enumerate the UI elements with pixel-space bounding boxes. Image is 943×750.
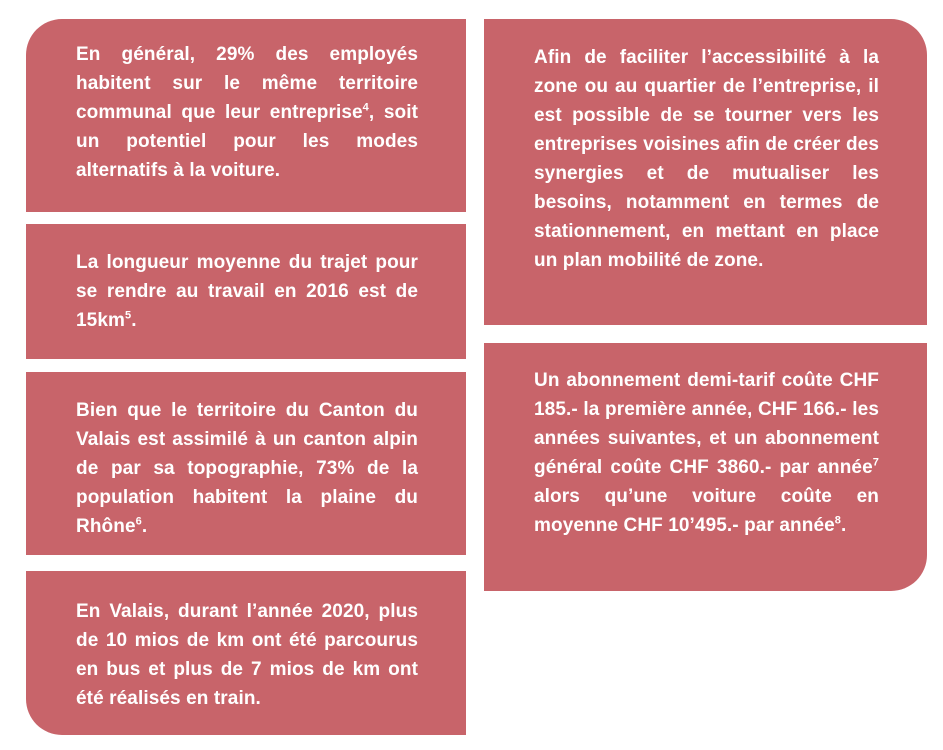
info-card-rhone-plain [26, 372, 466, 555]
card-text: Afin de faciliter l’accessibilité à la zone ou au quartier de l’entreprise, il est possible de se tourner vers les entreprises voisines afin de créer des synergies et de mutualiser les besoins, notamment en termes de stationnement, en mettant en place un plan mobilité de zone. [534, 47, 879, 271]
info-card-employees-local [26, 19, 466, 212]
footnote-marker: 7 [872, 456, 879, 469]
info-card-subscription-costs [484, 343, 927, 591]
info-card-public-transport-2020 [26, 571, 466, 735]
card-text: Bien que le territoire du Canton du Valais est assimilé à un canton alpin de par sa topographie, 73% de la population habitent la plaine du Rhône$^6$. [76, 400, 418, 537]
card-text: En Valais, durant l’année 2020, plus de 10 mios de km ont été parcourus en bus et plus de 7 mios de km ont été réalisés en train. [76, 601, 418, 709]
info-card-commute-length [26, 224, 466, 359]
card-text: Un abonnement demi-tarif coûte CHF 185.- la première année, CHF 166.- les années suivantes, et un abonnement général coûte CHF 3860.- par année$^7$ alors qu’une voiture coûte en moyenne CHF 10’495.- par année$^8$. [534, 370, 879, 536]
card-text: La longueur moyenne du trajet pour se rendre au travail en 2016 est de $15km^5$. [76, 252, 418, 331]
footnote-marker: 6 [135, 515, 142, 528]
footnote-marker: 4 [362, 101, 369, 114]
card-text: En général, 29% des employés habitent sur le même territoire communal que leur entreprise$^4$, soit un potentiel pour les modes alternatifs à la voiture. [76, 44, 418, 181]
footnote-marker: 5 [125, 309, 132, 322]
info-card-zone-mobility [484, 19, 927, 325]
footnote-marker: 8 [834, 514, 841, 527]
